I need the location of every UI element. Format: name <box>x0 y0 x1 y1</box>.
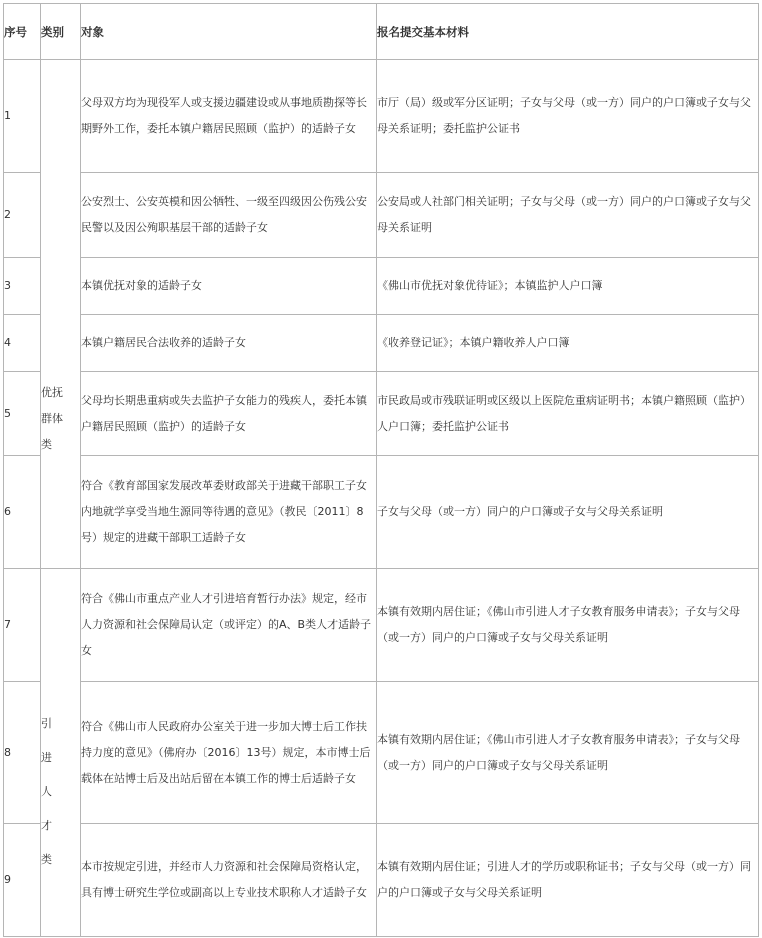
row-object: 符合《佛山市重点产业人才引进培育暂行办法》规定，经市人力资源和社会保障局认定（或评定）的A、B类人才适龄子女 <box>81 569 377 682</box>
table-row <box>4 372 759 456</box>
row-num: 1 <box>4 60 41 173</box>
table-row <box>4 824 759 937</box>
header-materials: 报名提交基本材料 <box>377 4 759 60</box>
header-category: 类别 <box>41 4 81 60</box>
row-num: 8 <box>4 682 41 824</box>
category-cell-talent <box>41 569 81 937</box>
category-label-youfu: 优抚群体类 <box>41 386 63 451</box>
row-materials: 本镇有效期内居住证；《佛山市引进人才子女教育服务申请表》；子女与父母（或一方）同户的户口簿或子女与父母关系证明 <box>377 682 759 824</box>
row-object: 父母双方均为现役军人或支援边疆建设或从事地质勘探等长期野外工作，委托本镇户籍居民照顾（监护）的适龄子女 <box>81 60 377 173</box>
row-object: 本市按规定引进，并经市人力资源和社会保障局资格认定，具有博士研究生学位或副高以上专业技术职称人才适龄子女 <box>81 824 377 937</box>
row-num: 6 <box>4 456 41 569</box>
row-materials: 公安局或人社部门相关证明；子女与父母（或一方）同户的户口簿或子女与父母关系证明 <box>377 173 759 258</box>
row-num: 9 <box>4 824 41 937</box>
header-num: 序号 <box>4 4 41 60</box>
category-cell-youfu <box>41 60 81 569</box>
category-label-talent: 引进人才类 <box>41 716 52 866</box>
row-num: 4 <box>4 315 41 372</box>
table-row <box>4 60 759 173</box>
row-object: 符合《佛山市人民政府办公室关于进一步加大博士后工作扶持力度的意见》（佛府办〔2016〕13号）规定，本市博士后载体在站博士后及出站后留在本镇工作的博士后适龄子女 <box>81 682 377 824</box>
row-num: 3 <box>4 258 41 315</box>
table-row <box>4 682 759 824</box>
table-header-row <box>4 4 759 60</box>
row-materials: 子女与父母（或一方）同户的户口簿或子女与父母关系证明 <box>377 456 759 569</box>
row-materials: 市民政局或市残联证明或区级以上医院危重病证明书；本镇户籍照顾（监护）人户口簿；委托监护公证书 <box>377 372 759 456</box>
row-num: 7 <box>4 569 41 682</box>
row-num: 5 <box>4 372 41 456</box>
table-row <box>4 569 759 682</box>
header-object: 对象 <box>81 4 377 60</box>
policy-table <box>3 3 759 937</box>
table-row <box>4 258 759 315</box>
row-object: 公安烈士、公安英模和因公牺牲、一级至四级因公伤残公安民警以及因公殉职基层干部的适龄子女 <box>81 173 377 258</box>
row-materials: 本镇有效期内居住证；引进人才的学历或职称证书；子女与父母（或一方）同户的户口簿或子女与父母关系证明 <box>377 824 759 937</box>
row-materials: 市厅（局）级或军分区证明；子女与父母（或一方）同户的户口簿或子女与父母关系证明；委托监护公证书 <box>377 60 759 173</box>
row-object: 父母均长期患重病或失去监护子女能力的残疾人，委托本镇户籍居民照顾（监护）的适龄子女 <box>81 372 377 456</box>
row-materials: 《佛山市优抚对象优待证》；本镇监护人户口簿 <box>377 258 759 315</box>
row-object: 符合《教育部国家发展改革委财政部关于进藏干部职工子女内地就学享受当地生源同等待遇的意见》（教民〔2011〕8号）规定的进藏干部职工适龄子女 <box>81 456 377 569</box>
row-num: 2 <box>4 173 41 258</box>
row-object: 本镇优抚对象的适龄子女 <box>81 258 377 315</box>
table-row <box>4 315 759 372</box>
row-object: 本镇户籍居民合法收养的适龄子女 <box>81 315 377 372</box>
table-row <box>4 173 759 258</box>
row-materials: 本镇有效期内居住证；《佛山市引进人才子女教育服务申请表》；子女与父母（或一方）同户的户口簿或子女与父母关系证明 <box>377 569 759 682</box>
row-materials: 《收养登记证》；本镇户籍收养人户口簿 <box>377 315 759 372</box>
table-row <box>4 456 759 569</box>
